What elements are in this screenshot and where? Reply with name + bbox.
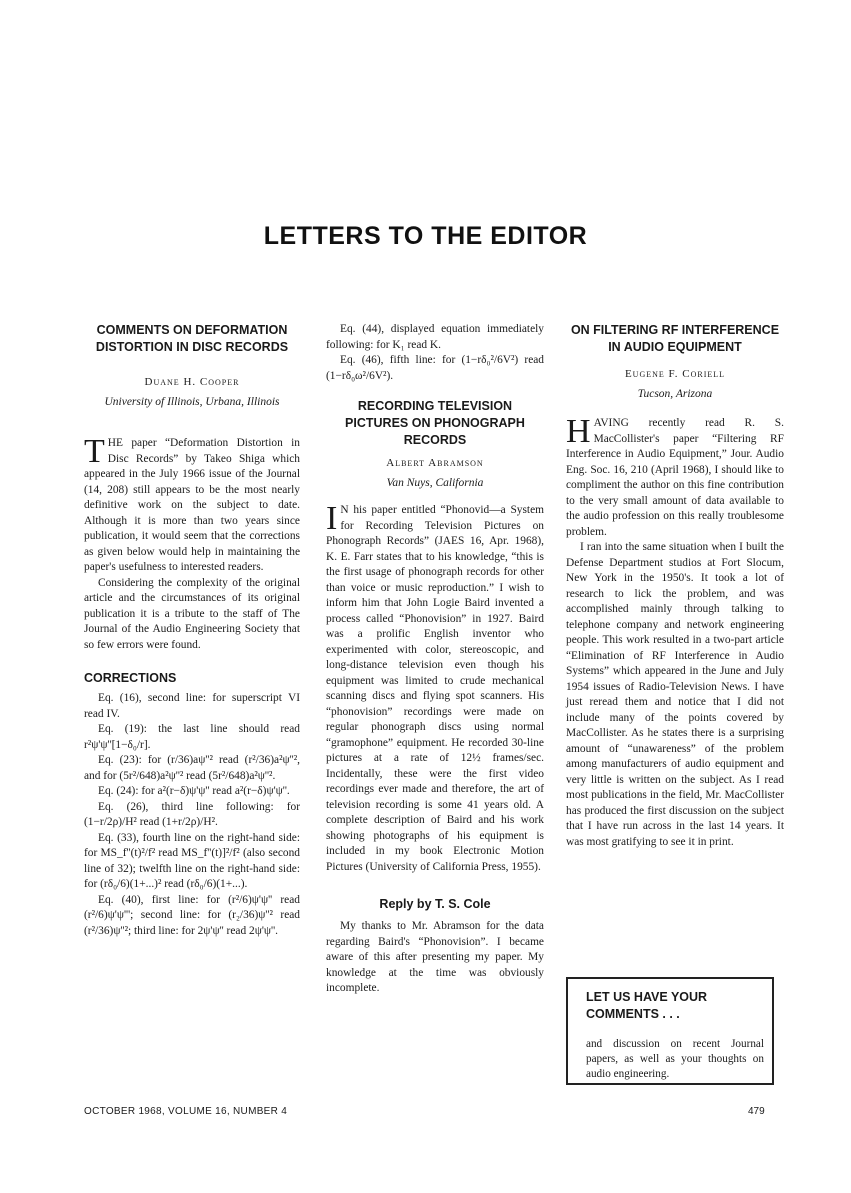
footer-page-number: 479 [748,1106,765,1117]
article3-dropcap: H [566,413,591,450]
comments-box-title: LET US HAVE YOUR COMMENTS . . . [586,990,708,1021]
reply-heading: Reply by T. S. Cole [379,897,491,911]
article1-para1-text: HE paper “Deformation Distortion in Disc Records” by Takeo Shiga which appeared in the July 1966 issue of the Journal (14, 208) still appears to be the most nearly definitive work on the subject to date. Although it is more than two years since publication, it would seem that the corrections as given below would help in maintaining the paper's usefulness to interested readers. [84,437,300,573]
comments-box [566,977,774,1085]
correction-item: Eq. (16), second line: for superscript VI read IV. [84,692,300,720]
article1-affiliation: University of Illinois, Urbana, Illinois [104,396,280,408]
footer-issue: OCTOBER 1968, VOLUME 16, NUMBER 4 [84,1106,288,1117]
article2-affiliation: Van Nuys, California [386,477,484,489]
article3-para1 [566,413,784,540]
correction-item: Eq. (24): for a²(r−δ)ψ'ψ'' read a²(r−δ)ψ'ψ''. [98,785,290,797]
corrections-heading: CORRECTIONS [84,671,177,685]
article3-para2: I ran into the same situation when I built the Defense Department studios at Fort Slocum, New York in the 1950's. It took a lot of research to lick the problem, and was accomplished mainly through talking to telephone company and network engineering people. This work resulted in a two-part article “Elimination of RF Interference in Audio Systems” which appeared in the June and July 1954 issues of Radio-Television News. I have just reread them and notice that I did not include many of the points covered by MacCollister. As he states there is a surprising amount of “unawareness” of the problem among manufacturers of audio equipment and very little is written on the subject. As I read most publications in the field, Mr. MacCollister has produced the first discussion on the subject that I have run across in the last 14 years. It was most gratifying to see it in print. [566,541,784,848]
correction-item: Eq. (23): for (r/36)aψ''² read (r²/36)a²ψ''², and for (5r²/648)a²ψ''² read (5r²/648)a²ψ''². [84,754,300,782]
article3-para1-text: AVING recently read R. S. MacCollister's paper “Filtering RF Interference in Audio Equipment,” Jour. Audio Eng. Soc. 16, 210 (April 1968), I should like to compliment the author on this fine contribution to the very small amount of data available to the audio profession on this really troublesome problem. [566,417,784,538]
article1-dropcap: T [84,433,105,470]
correction-item: Eq. (26), third line following: for (1−r/2ρ)/H² read (1+r/2ρ)/H². [84,800,300,828]
article2-author: Albert Abramson [386,457,484,469]
reply-text: My thanks to Mr. Abramson for the data regarding Baird's “Phonovision”. I became aware of this after presenting my paper. My knowledge at the time was obviously incomplete. [326,920,544,994]
column-3 [566,322,784,850]
article2-dropcap: I [326,500,338,537]
correction-item: Eq. (40), first line: for (r²/6)ψ'ψ'' read (r²/6)ψ'ψ'''; second line: for (r₂/36)ψ''² read (r²/36)ψ''²; third line: for 2ψ'ψ'' read 2ψ'ψ''. [84,893,300,937]
correction-item: Eq. (33), fourth line on the right-hand side: for MS_f''(t)²/f² read MS_f''(t)]²/f² (also second line of 32); twelfth line on the right-hand side: for (rδ₀/6)(1+...)² read (rδ₀/6)(1+...). [84,831,300,890]
correction-item: Eq. (44), displayed equation immediately following: for K₁ read K. [326,323,544,351]
article2-para1-text: N his paper entitled “Phonovid—a System for Recording Television Pictures on Phonograph Records” (JAES 16, Apr. 1968), K. E. Farr states that to his knowledge, “this is the first usage of phonograph records for other than voice or music reproduction.” I wish to inform him that John Logie Baird invented a process called “Phonovision” in 1927. Baird was a prolific English inventor who experimented with color, stereoscopic, and long-distance television even though his equipment was limited to crude mechanical scanning discs and flying spot scanners. His “phonovision” recordings were made on regular phonograph discs using normal “gramophone” equipment. He recorded 30-line pictures at a rate of 12½ frames/sec. Incidentally, these were the first video recordings ever made and therefore, the art of television recording is some 41 years old. A complete description of Baird and his work showing photographs of his equipment is included in my book Electronic Motion Pictures (University of California Press, 1955). [326,504,544,873]
article1-author: Duane H. Cooper [144,376,240,388]
correction-item: Eq. (46), fifth line: for (1−rδ₀²/6V²) read (1−rδ₀ω²/6V²). [326,354,544,382]
correction-item: Eq. (19): the last line should read r²ψ'ψ''[1−δ₀/r]. [84,723,300,751]
column-2 [326,322,544,997]
article3-heading: ON FILTERING RF INTERFERENCE IN AUDIO EQUIPMENT [570,323,780,354]
article2-heading: RECORDING TELEVISION PICTURES ON PHONOGRAPH RECORDS [345,399,525,447]
article3-author: Eugene F. Coriell [624,368,726,380]
article2-para1 [326,500,544,875]
article3-affiliation: Tucson, Arizona [637,388,713,400]
comments-box-text: and discussion on recent Journal papers, as well as your thoughts on audio engineering. [586,1038,764,1080]
article1-para2: Considering the complexity of the original article and the circumstances of its original publication it is a tribute to the staff of The Journal of the Audio Engineering Society that so few errors were found. [84,576,300,651]
article1-para1 [84,433,300,576]
article1-heading: COMMENTS ON DEFORMATION DISTORTION IN DISC RECORDS [95,323,289,354]
column-1 [84,322,300,939]
page-title: LETTERS TO THE EDITOR [263,222,588,250]
